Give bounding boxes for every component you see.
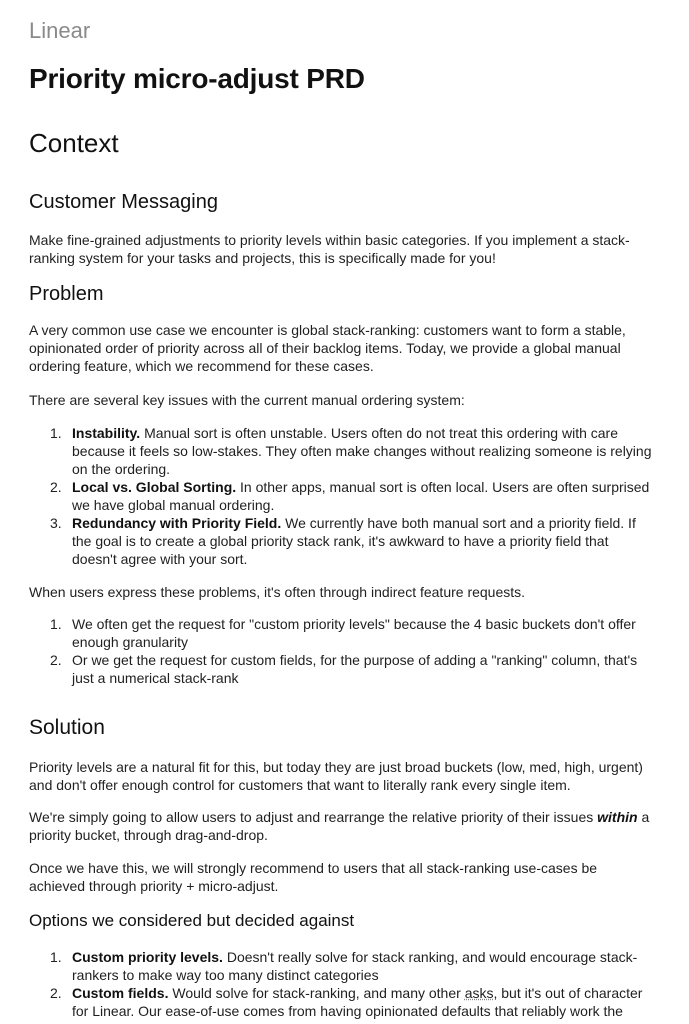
issue-title: Instability. — [72, 425, 141, 441]
list-number: 1. — [50, 425, 62, 441]
customer-messaging-heading: Customer Messaging — [29, 191, 218, 213]
problem-paragraph-2: There are several key issues with the current manual ordering system: — [29, 392, 465, 408]
issue-text: In other apps, manual sort is often local. Users are often surprised we have global manual ordering. — [72, 479, 650, 513]
solution-paragraph-2 — [29, 808, 654, 844]
option-title: Custom fields. — [72, 985, 169, 1001]
list-item — [29, 478, 654, 514]
list-number: 3. — [50, 515, 62, 531]
list-item — [29, 424, 654, 478]
issue-text: We currently have both manual sort and a priority field. If the goal is to create a global priority stack rank, it's awkward to have a priority field that doesn't agree with your sort. — [72, 515, 636, 567]
list-number: 1. — [50, 949, 62, 965]
list-item — [29, 651, 654, 687]
problem-paragraph-3: When users express these problems, it's often through indirect feature requests. — [29, 584, 526, 600]
list-number: 2. — [50, 479, 62, 495]
solution-paragraph-3: Once we have this, we will strongly recommend to users that all stack-ranking use-cases be achieved through priority + micro-adjust. — [29, 860, 598, 894]
option-underlined-word: asks — [464, 985, 494, 1001]
problem-paragraph-1: A very common use case we encounter is global stack-ranking: customers want to form a stable, opinionated order of priority across all of their backlog items. Today, we provide a global manual ordering feature, which we recommend for these cases. — [29, 322, 626, 374]
problem-heading: Problem — [29, 283, 104, 305]
option-text: Would solve for stack-ranking, and many other — [168, 985, 465, 1001]
context-heading: Context — [29, 128, 119, 158]
option-title: Custom priority levels. — [72, 949, 223, 965]
list-item — [29, 948, 654, 984]
issues-list — [29, 424, 654, 568]
customer-messaging-body: Make fine-grained adjustments to priority levels within basic categories. If you implement a stack-ranking system for your tasks and projects, this is specifically made for you! — [29, 232, 630, 266]
solution-text-after: a priority bucket, through drag-and-drop. — [29, 809, 650, 843]
issue-title: Local vs. Global Sorting. — [72, 479, 237, 495]
solution-emphasis: within — [597, 809, 638, 825]
request-text: We often get the request for "custom priority levels" because the 4 basic buckets don't offer enough granularity — [72, 616, 636, 650]
requests-list — [29, 615, 654, 687]
list-item — [29, 984, 654, 1020]
page-title: Priority micro-adjust PRD — [29, 63, 365, 94]
options-heading: Options we considered but decided against — [29, 911, 355, 930]
list-number: 1. — [50, 616, 62, 632]
request-text: Or we get the request for custom fields, for the purpose of adding a "ranking" column, that's just a numerical stack-rank — [72, 652, 638, 686]
brand-logo-text: Linear — [29, 18, 91, 43]
list-number: 2. — [50, 652, 62, 668]
solution-paragraph-1: Priority levels are a natural fit for this, but today they are just broad buckets (low, med, high, urgent) and don't offer enough control for customers that want to literally rank every single item. — [29, 759, 643, 793]
solution-text-before: We're simply going to allow users to adjust and rearrange the relative priority of their issues — [29, 809, 598, 825]
options-list — [29, 948, 654, 1020]
issue-title: Redundancy with Priority Field. — [72, 515, 282, 531]
issue-text: Manual sort is often unstable. Users often do not treat this ordering with care because it feels so low-stakes. They often make changes without realizing someone is relying on the ordering. — [72, 425, 652, 477]
list-item — [29, 514, 654, 568]
option-text: Doesn't really solve for stack ranking, and would encourage stack-rankers to make way too many distinct categories — [72, 949, 638, 983]
solution-heading: Solution — [29, 716, 105, 739]
option-text-after: , but it's out of character for Linear. Our ease-of-use comes from having opinionated defaults that reliably work the — [72, 985, 643, 1019]
list-number: 2. — [50, 985, 62, 1001]
list-item — [29, 615, 654, 651]
